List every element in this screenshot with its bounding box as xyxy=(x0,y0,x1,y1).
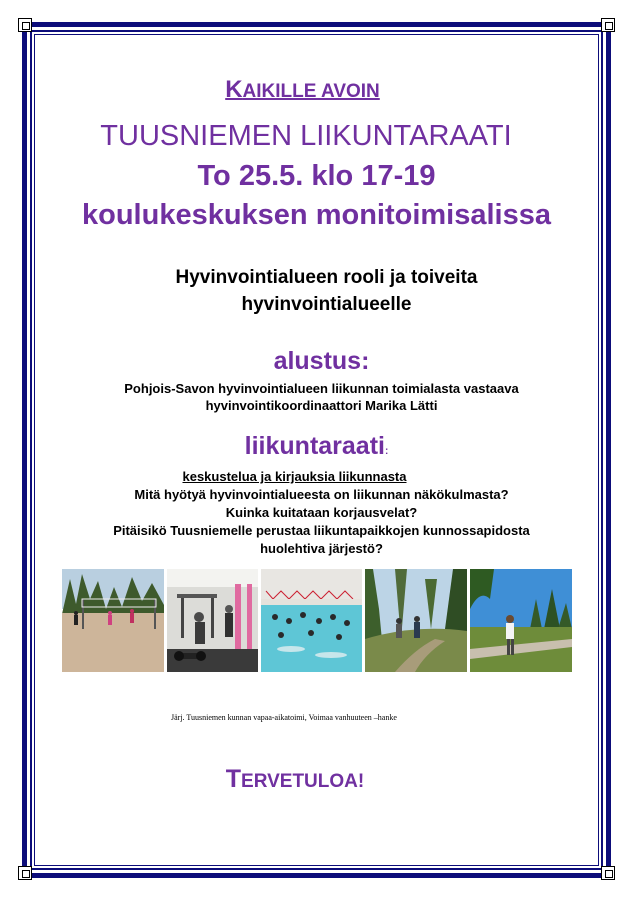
aqua-gym-photo xyxy=(261,569,362,672)
welcome-text: TERVETULOA! xyxy=(225,765,365,793)
audience-heading: KAIKILLE AVOIN xyxy=(225,76,380,103)
raati-question-1: Mitä hyötyä hyvinvointialueesta on liikunnan näkökulmasta? xyxy=(134,487,509,502)
raati-subheading: keskustelua ja kirjauksia liikunnasta xyxy=(182,469,407,484)
alustus-description xyxy=(5,380,633,414)
alustus-line-1: Pohjois-Savon hyvinvointialueen liikunnan toimialasta vastaava xyxy=(124,381,519,396)
corner-ornament-bottom-left xyxy=(18,866,32,880)
corner-ornament-bottom-right xyxy=(601,866,615,880)
raati-question-3a: Pitäisikö Tuusniemelle perustaa liikuntapaikkojen kunnossapidosta xyxy=(113,523,530,538)
raati-question-3b: huolehtiva järjestö? xyxy=(260,541,383,556)
corner-ornament-top-right xyxy=(601,18,615,32)
alustus-line-2: hyvinvointikoordinaattori Marika Lätti xyxy=(205,398,438,413)
raati-description xyxy=(5,468,633,558)
disc-golf-photo xyxy=(470,569,572,672)
event-title: TUUSNIEMEN LIIKUNTARAATI xyxy=(100,120,512,152)
beach-volleyball-photo xyxy=(62,569,164,672)
event-date: To 25.5. klo 17-19 xyxy=(197,160,436,192)
alustus-heading: alustus: xyxy=(273,347,370,375)
topic-line-1: Hyvinvointialueen rooli ja toiveita xyxy=(175,267,478,288)
organizer-note: Järj. Tuusniemen kunnan vapaa-aikatoimi, Voimaa vanhuuteen –hanke xyxy=(171,713,397,722)
topic-line-2: hyvinvointialueelle xyxy=(241,294,412,315)
event-topic xyxy=(10,264,633,318)
raati-question-2: Kuinka kuitataan korjausvelat? xyxy=(225,505,418,520)
photo-strip xyxy=(62,569,572,672)
corner-ornament-top-left xyxy=(18,18,32,32)
raati-heading: liikuntaraati: xyxy=(244,432,389,460)
gym-photo xyxy=(167,569,258,672)
forest-hiking-photo xyxy=(365,569,467,672)
event-place: koulukeskuksen monitoimisalissa xyxy=(81,199,551,231)
